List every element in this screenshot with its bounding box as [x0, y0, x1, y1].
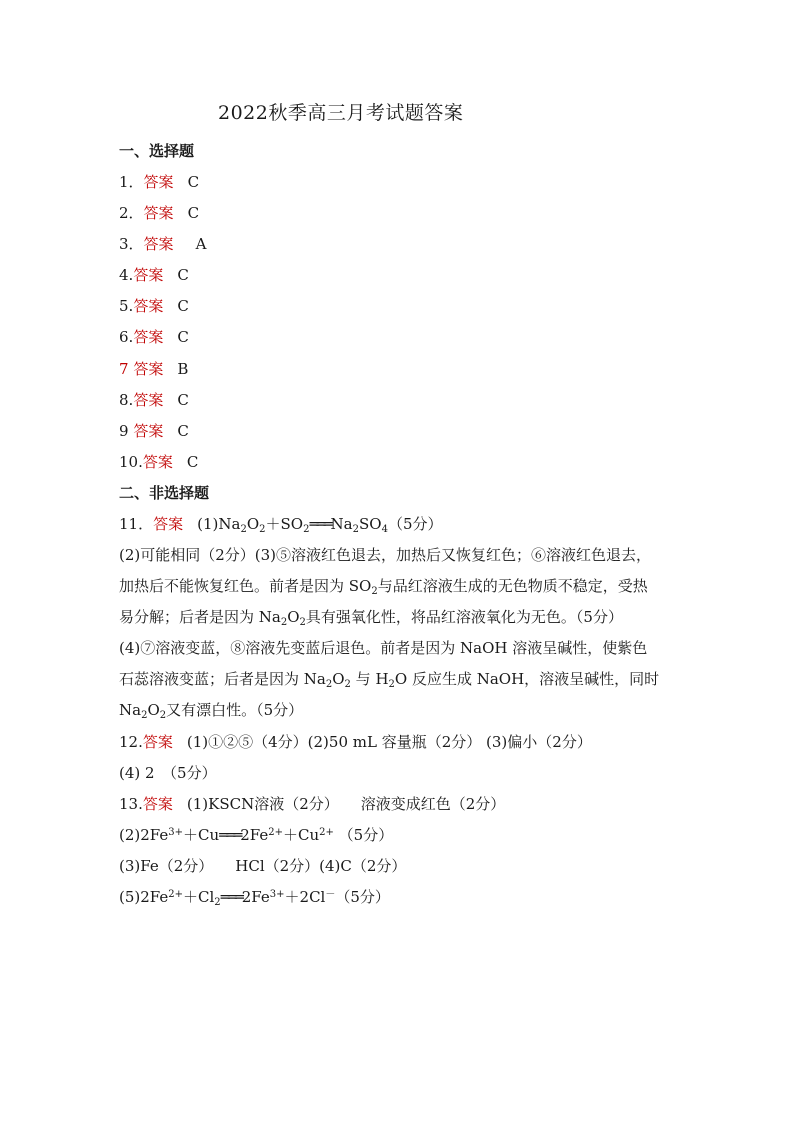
question-number: 7 [119, 360, 134, 378]
formula-text: O [287, 608, 300, 626]
answer-text: (1)①②⑤（4分）(2)50 mL 容量瓶（2分） (3)偏小（2分） [186, 733, 592, 751]
subscript: 2 [299, 617, 306, 628]
formula-text: 2Fe [241, 888, 270, 906]
answer-label: 答案 [133, 360, 164, 378]
formula-text: O [332, 670, 345, 688]
mc-answer-row [119, 358, 188, 379]
answer-label: 答案 [133, 266, 164, 284]
subscript: 2 [325, 679, 333, 690]
mc-answer-row [119, 202, 199, 223]
subscript: 2 [159, 710, 167, 721]
question-number: 9 [119, 422, 134, 440]
reaction-equals-sign: ═══ [219, 826, 241, 844]
answer-label: 答案 [133, 328, 164, 346]
q11-line-4 [119, 606, 623, 627]
question-number: 8. [119, 391, 134, 409]
answer-value: C [177, 266, 189, 284]
subscript: 2 [214, 897, 221, 908]
answer-text: 石蕊溶液变蓝；后者是因为 Na [119, 670, 326, 688]
answer-text: O 反应生成 NaOH，溶液呈碱性，同时 [394, 670, 660, 688]
answer-value: A [195, 235, 207, 253]
subscript: 2 [388, 679, 395, 690]
formula-text: (1)Na [197, 515, 241, 533]
mc-answer-row [119, 326, 189, 347]
mc-answer-row [119, 451, 198, 472]
superscript: 2+ [168, 889, 184, 900]
q11-line-2: (2)可能相同（2分）(3)⑤溶液红色退去，加热后又恢复红色；⑥溶液红色退去， [119, 546, 652, 564]
mc-answer-row [119, 389, 189, 410]
question-number: 5. [119, 297, 134, 315]
question-number: 6. [119, 328, 134, 346]
answer-value: C [186, 453, 199, 471]
question-number: 13. [119, 795, 143, 813]
answer-label: 答案 [142, 795, 173, 813]
answer-text: (3)Fe（2分） [119, 857, 214, 875]
subscript: 2 [352, 524, 359, 535]
formula-text: ＋Cu [283, 826, 320, 844]
q13-line-3 [119, 855, 406, 876]
reaction-equals-sign: ═══ [220, 888, 242, 906]
score-text: （5分） [387, 515, 443, 533]
formula-text: ＋2Cl [284, 888, 326, 906]
answer-value: C [187, 204, 200, 222]
q13-line-2 [119, 824, 393, 845]
answer-text: 加热后不能恢复红色。前者是因为 SO [119, 577, 372, 595]
q12-line-2: (4) 2 （5分） [119, 764, 217, 782]
answer-label: 答案 [143, 173, 174, 191]
question-number: 3． [119, 235, 144, 253]
reaction-equals-sign: ═══ [309, 515, 331, 533]
page-title: 2022秋季高三月考试题答案 [218, 102, 464, 124]
formula-text: O [246, 515, 260, 533]
superscript: 2+ [319, 827, 334, 838]
formula-text: Na [330, 515, 353, 533]
formula-text: (2)2Fe [119, 826, 169, 844]
question-number: 12. [119, 733, 143, 751]
q13-line-1 [119, 793, 505, 814]
question-number: 11． [119, 515, 154, 533]
answer-label: 答案 [133, 391, 164, 409]
superscript: 2+ [268, 827, 284, 838]
formula-text: SO [359, 515, 382, 533]
formula-text: ＋Cu [183, 826, 220, 844]
answer-text: (1)KSCN溶液（2分） [186, 795, 339, 813]
answer-value: C [187, 173, 200, 191]
score-text: （5分） [335, 888, 390, 906]
formula-text: 2Fe [240, 826, 269, 844]
mc-answer-row [119, 295, 189, 316]
answer-text: 易分解；后者是因为 Na [119, 608, 281, 626]
answer-label: 答案 [143, 204, 174, 222]
formula-text: O [147, 701, 160, 719]
q11-line-7 [119, 699, 303, 720]
q11-line-3 [119, 575, 648, 596]
mc-answer-row [119, 233, 206, 254]
subscript: 2 [344, 679, 351, 690]
subscript: 2 [259, 524, 266, 535]
question-number: 1． [119, 173, 144, 191]
subscript: 2 [141, 710, 148, 721]
answer-label: 答案 [153, 515, 184, 533]
formula-text: ＋Cl [183, 888, 215, 906]
answer-text: 具有强氧化性，将品红溶液氧化为无色。（5分） [305, 608, 623, 626]
answer-label: 答案 [143, 235, 174, 253]
answer-text: HCl（2分）(4)C（2分） [235, 857, 407, 875]
section-heading-multiple-choice: 一、选择题 [119, 142, 195, 160]
q11-line-5: (4)⑦溶液变蓝，⑧溶液先变蓝后退色。前者是因为 NaOH 溶液呈碱性，使紫色 [119, 639, 648, 657]
answer-text: 与 H [350, 670, 389, 688]
superscript: 3+ [168, 827, 184, 838]
question-number: 4. [119, 266, 134, 284]
question-number: 2． [119, 204, 144, 222]
formula-text: (5)2Fe [119, 888, 169, 906]
answer-value: C [177, 391, 189, 409]
answer-value: C [177, 422, 189, 440]
answer-label: 答案 [142, 453, 173, 471]
answer-label: 答案 [133, 297, 164, 315]
subscript: 2 [303, 524, 310, 535]
subscript: 2 [280, 617, 288, 628]
mc-answer-row [119, 264, 189, 285]
section-heading-free-response: 二、非选择题 [119, 484, 210, 502]
answer-label: 答案 [133, 422, 164, 440]
superscript: － [325, 889, 336, 900]
question-number: 10. [119, 453, 143, 471]
q12-line-1 [119, 731, 592, 752]
answer-label: 答案 [142, 733, 173, 751]
q11-line-1 [119, 513, 443, 534]
superscript: 3+ [269, 889, 285, 900]
subscript: 4 [381, 524, 388, 535]
formula-text: Na [119, 701, 142, 719]
answer-text: 与品红溶液生成的无色物质不稳定，受热 [377, 577, 648, 595]
answer-value: B [177, 360, 189, 378]
subscript: 2 [371, 586, 378, 597]
answer-value: C [177, 297, 189, 315]
q13-line-4 [119, 886, 390, 907]
answer-text: 溶液变成红色（2分） [360, 795, 506, 813]
mc-answer-row [119, 171, 199, 192]
answer-text: 又有漂白性。（5分） [166, 701, 304, 719]
formula-text: ＋SO [265, 515, 304, 533]
subscript: 2 [240, 524, 247, 535]
q11-line-6 [119, 668, 659, 689]
answer-value: C [177, 328, 189, 346]
mc-answer-row [119, 420, 189, 441]
score-text: （5分） [333, 826, 394, 844]
